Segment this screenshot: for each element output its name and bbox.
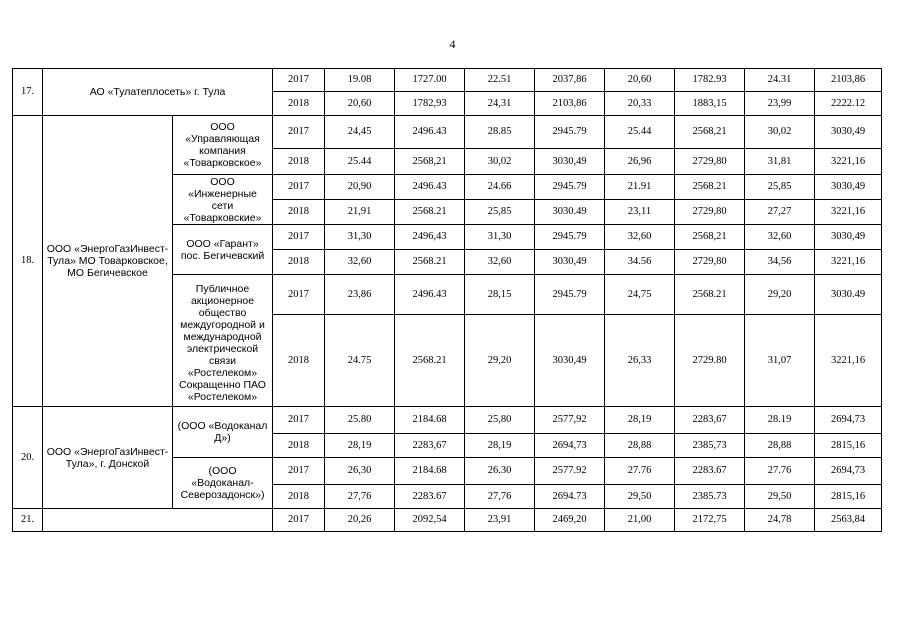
value-cell: 25,85 [465, 200, 535, 225]
value-cell: 2283,67 [675, 407, 745, 434]
value-cell: 2184.68 [395, 407, 465, 434]
value-cell: 24.31 [745, 69, 815, 92]
value-cell: 2496.43 [395, 275, 465, 315]
sub-org-name: ООО «Гарант» пос. Бегичевский [173, 225, 273, 275]
value-cell: 28,88 [605, 434, 675, 458]
value-cell: 28,88 [745, 434, 815, 458]
org-name: ООО «ЭнергоГазИнвест-Тула» МО Товарковское, МО Бегичевское [43, 116, 173, 407]
value-cell: 25.80 [325, 407, 395, 434]
value-cell: 2945.79 [535, 175, 605, 200]
value-cell: 30,02 [465, 149, 535, 175]
value-cell: 2385.73 [675, 485, 745, 509]
value-cell: 29,20 [745, 275, 815, 315]
value-cell: 32,60 [325, 250, 395, 275]
value-cell: 2568,21 [675, 225, 745, 250]
value-cell: 26,33 [605, 315, 675, 407]
value-cell: 23,86 [325, 275, 395, 315]
value-cell: 23,11 [605, 200, 675, 225]
year-cell: 2017 [273, 116, 325, 149]
value-cell: 22.51 [465, 69, 535, 92]
value-cell: 27,27 [745, 200, 815, 225]
value-cell: 2469,20 [535, 509, 605, 532]
year-cell: 2018 [273, 92, 325, 116]
year-cell: 2017 [273, 407, 325, 434]
value-cell: 32,60 [745, 225, 815, 250]
value-cell: 3030,49 [535, 250, 605, 275]
value-cell: 3030,49 [815, 116, 882, 149]
value-cell: 2172,75 [675, 509, 745, 532]
value-cell: 2563,84 [815, 509, 882, 532]
value-cell: 2568,21 [675, 116, 745, 149]
value-cell: 3030,49 [535, 315, 605, 407]
org-name: АО «Тулатеплосеть» г. Тула [43, 69, 273, 116]
year-cell: 2017 [273, 175, 325, 200]
value-cell: 27,76 [325, 485, 395, 509]
value-cell: 3030.49 [815, 275, 882, 315]
value-cell: 31,30 [325, 225, 395, 250]
year-cell: 2018 [273, 200, 325, 225]
sub-org-name: ООО «Управляющая компания «Товарковское» [173, 116, 273, 175]
value-cell: 3030,49 [815, 175, 882, 200]
year-cell: 2018 [273, 434, 325, 458]
row-number: 20. [13, 407, 43, 509]
value-cell: 2092,54 [395, 509, 465, 532]
value-cell: 27,76 [465, 485, 535, 509]
value-cell: 1727.00 [395, 69, 465, 92]
value-cell: 21,00 [605, 509, 675, 532]
value-cell: 26.30 [465, 458, 535, 485]
value-cell: 2815,16 [815, 485, 882, 509]
value-cell: 24,31 [465, 92, 535, 116]
sub-org-name: (ООО «Водоканал-Северозадонск») [173, 458, 273, 509]
value-cell: 3030.49 [535, 200, 605, 225]
value-cell: 28,19 [465, 434, 535, 458]
value-cell: 25,85 [745, 175, 815, 200]
page-number: 4 [449, 37, 456, 51]
value-cell: 2577,92 [535, 407, 605, 434]
value-cell: 34,56 [745, 250, 815, 275]
value-cell: 24.75 [325, 315, 395, 407]
value-cell: 23,91 [465, 509, 535, 532]
year-cell: 2017 [273, 275, 325, 315]
value-cell: 21.91 [605, 175, 675, 200]
sub-org-name: Публичное акционерное общество междугородной и международной электрической связи «Ростелеком» Сокращенно ПАО «Ростелеком» [173, 275, 273, 407]
value-cell: 2103,86 [535, 92, 605, 116]
year-cell: 2018 [273, 149, 325, 175]
table-row [13, 509, 882, 532]
value-cell: 28,19 [325, 434, 395, 458]
value-cell: 21,91 [325, 200, 395, 225]
table-row [13, 116, 882, 149]
table-row [13, 69, 882, 92]
value-cell: 2729,80 [675, 149, 745, 175]
value-cell: 2496.43 [395, 175, 465, 200]
value-cell: 2568.21 [395, 315, 465, 407]
value-cell: 29,50 [745, 485, 815, 509]
value-cell: 2577.92 [535, 458, 605, 485]
org-name: ООО «ЭнергоГазИнвест-Тула», г. Донской [43, 407, 173, 509]
value-cell: 26,96 [605, 149, 675, 175]
value-cell: 2945.79 [535, 225, 605, 250]
value-cell: 2568.21 [675, 275, 745, 315]
value-cell: 24,45 [325, 116, 395, 149]
value-cell: 24.66 [465, 175, 535, 200]
value-cell: 2222.12 [815, 92, 882, 116]
value-cell: 29,20 [465, 315, 535, 407]
value-cell: 31,07 [745, 315, 815, 407]
value-cell: 20,33 [605, 92, 675, 116]
row-number: 17. [13, 69, 43, 116]
value-cell: 27.76 [605, 458, 675, 485]
value-cell: 3221,16 [815, 200, 882, 225]
sub-org-name: (ООО «Водоканал Д») [173, 407, 273, 458]
value-cell: 27.76 [745, 458, 815, 485]
year-cell: 2017 [273, 69, 325, 92]
value-cell: 28.19 [745, 407, 815, 434]
value-cell: 2283.67 [395, 485, 465, 509]
value-cell: 2496,43 [395, 225, 465, 250]
value-cell: 20,26 [325, 509, 395, 532]
value-cell: 29,50 [605, 485, 675, 509]
value-cell: 31,81 [745, 149, 815, 175]
value-cell: 25.44 [605, 116, 675, 149]
value-cell: 2694,73 [815, 407, 882, 434]
row-number: 18. [13, 116, 43, 407]
value-cell: 24,75 [605, 275, 675, 315]
year-cell: 2017 [273, 225, 325, 250]
value-cell: 28,19 [605, 407, 675, 434]
value-cell: 26,30 [325, 458, 395, 485]
value-cell: 31,30 [465, 225, 535, 250]
value-cell: 3030,49 [535, 149, 605, 175]
value-cell: 2283,67 [395, 434, 465, 458]
value-cell: 2568.21 [395, 250, 465, 275]
value-cell: 2496.43 [395, 116, 465, 149]
value-cell: 2037,86 [535, 69, 605, 92]
value-cell: 2568,21 [395, 149, 465, 175]
row-number: 21. [13, 509, 43, 532]
value-cell: 2729,80 [675, 200, 745, 225]
org-name [43, 509, 273, 532]
value-cell: 25,80 [465, 407, 535, 434]
value-cell: 2568.21 [395, 200, 465, 225]
sub-org-name: ООО «Инженерные сети «Товарковские» [173, 175, 273, 225]
value-cell: 3221,16 [815, 315, 882, 407]
value-cell: 20,60 [605, 69, 675, 92]
value-cell: 2694,73 [815, 458, 882, 485]
value-cell: 2568.21 [675, 175, 745, 200]
value-cell: 2184.68 [395, 458, 465, 485]
value-cell: 2694.73 [535, 485, 605, 509]
value-cell: 3221,16 [815, 250, 882, 275]
value-cell: 1883,15 [675, 92, 745, 116]
value-cell: 1782.93 [675, 69, 745, 92]
value-cell: 2729.80 [675, 315, 745, 407]
value-cell: 2945.79 [535, 275, 605, 315]
value-cell: 20,90 [325, 175, 395, 200]
value-cell: 2385,73 [675, 434, 745, 458]
value-cell: 2729,80 [675, 250, 745, 275]
year-cell: 2018 [273, 485, 325, 509]
year-cell: 2018 [273, 250, 325, 275]
value-cell: 28.85 [465, 116, 535, 149]
value-cell: 20,60 [325, 92, 395, 116]
tariff-table [12, 68, 882, 532]
value-cell: 32,60 [605, 225, 675, 250]
table-row [13, 407, 882, 434]
value-cell: 3221,16 [815, 149, 882, 175]
value-cell: 25.44 [325, 149, 395, 175]
value-cell: 32,60 [465, 250, 535, 275]
value-cell: 19.08 [325, 69, 395, 92]
value-cell: 2694,73 [535, 434, 605, 458]
value-cell: 3030,49 [815, 225, 882, 250]
value-cell: 2815,16 [815, 434, 882, 458]
value-cell: 2283.67 [675, 458, 745, 485]
year-cell: 2017 [273, 509, 325, 532]
year-cell: 2017 [273, 458, 325, 485]
value-cell: 1782,93 [395, 92, 465, 116]
value-cell: 24,78 [745, 509, 815, 532]
value-cell: 28,15 [465, 275, 535, 315]
value-cell: 30,02 [745, 116, 815, 149]
value-cell: 23,99 [745, 92, 815, 116]
value-cell: 34.56 [605, 250, 675, 275]
year-cell: 2018 [273, 315, 325, 407]
value-cell: 2945.79 [535, 116, 605, 149]
value-cell: 2103,86 [815, 69, 882, 92]
